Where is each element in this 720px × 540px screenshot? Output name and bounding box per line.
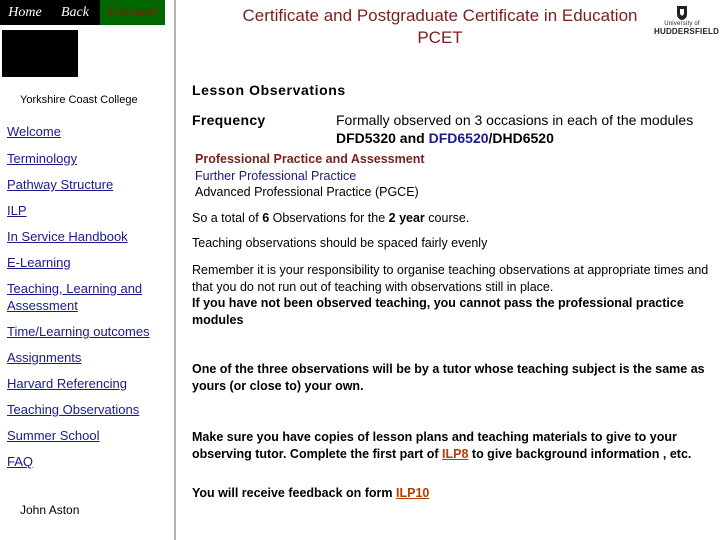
title-line-1: Certificate and Postgraduate Certificate in Education: [242, 6, 638, 25]
total-years: 2 year: [388, 211, 425, 225]
module-code-dhd6520: DHD6520: [492, 130, 554, 146]
module-separator: /: [488, 130, 493, 146]
sidebar-link-welcome[interactable]: Welcome: [7, 124, 61, 139]
section-heading: Lesson Observations: [192, 82, 346, 98]
crest-icon: [674, 5, 690, 21]
feedback-note: [192, 486, 712, 500]
logo-line-1: University of: [664, 21, 700, 27]
sidebar-link-assignments[interactable]: Assignments: [7, 350, 82, 365]
copies-note: [192, 429, 712, 462]
total-pre: So a total of: [192, 211, 263, 225]
frequency-text: [336, 111, 696, 147]
sidebar-link-faq[interactable]: FAQ: [7, 454, 34, 469]
module-code-dfd5320: DFD5320: [336, 130, 396, 146]
sidebar-link-summer-school[interactable]: Summer School: [7, 428, 100, 443]
top-nav: [0, 0, 165, 25]
sidebar-link-terminology[interactable]: Terminology: [7, 151, 78, 166]
spacing-note: Teaching observations should be spaced fairly evenly: [192, 236, 488, 250]
university-logo: [654, 5, 720, 43]
module-code-dfd6520: DFD6520: [428, 130, 489, 146]
vertical-divider: [174, 0, 176, 540]
logo-text: [654, 21, 720, 36]
sidebar-link-e-learning[interactable]: E-Learning: [7, 255, 71, 270]
forward-button[interactable]: Forward: [100, 0, 165, 25]
sidebar-link-teaching-learning-assessment[interactable]: Teaching, Learning and Assessment: [7, 281, 143, 313]
ilp10-link[interactable]: ILP10: [396, 486, 430, 500]
black-placeholder-box: [2, 30, 78, 77]
responsibility-note: [192, 262, 712, 328]
sidebar-link-teaching-observations[interactable]: Teaching Observations: [7, 402, 140, 417]
total-mid: Observations for the: [269, 211, 389, 225]
module-professional-practice: Professional Practice and Assessment: [195, 152, 425, 166]
sidebar-link-pathway-structure[interactable]: Pathway Structure: [7, 177, 114, 192]
responsibility-text: Remember it is your responsibility to organise teaching observations at appropriate times and that you do not run out of teaching with observations still in place.: [192, 263, 709, 294]
back-button[interactable]: Back: [50, 0, 100, 25]
total-count: 6: [262, 211, 270, 225]
sidebar-link-ilp[interactable]: ILP: [7, 203, 27, 218]
sidebar-link-in-service-handbook[interactable]: In Service Handbook: [7, 229, 128, 244]
copies-text-pre: Make sure you have copies of lesson plans and teaching materials to give to your observing tutor. Complete the first part of: [192, 430, 677, 461]
page-title: [210, 5, 670, 49]
observation-total: [192, 211, 469, 225]
module-further-professional-practice: Further Professional Practice: [195, 168, 357, 183]
frequency-and: and: [395, 130, 429, 146]
author-name: John Aston: [20, 503, 80, 517]
copies-text-post: to give background information , etc.: [468, 446, 692, 461]
frequency-label: Frequency: [192, 112, 266, 128]
feedback-text: You will receive feedback on form: [192, 486, 396, 500]
home-button[interactable]: Home: [0, 0, 50, 25]
sidebar-link-harvard-referencing[interactable]: Harvard Referencing: [7, 376, 127, 391]
module-list: [195, 151, 425, 201]
tutor-note: One of the three observations will be by a tutor whose teaching subject is the same as yours (or close to) your own.: [192, 362, 705, 393]
college-name: Yorkshire Coast College: [20, 94, 138, 106]
frequency-text-body: Formally observed on 3 occasions in each of the modules: [336, 112, 694, 128]
module-advanced-professional-practice: Advanced Professional Practice (PGCE): [195, 185, 419, 199]
total-post: course.: [424, 211, 470, 225]
sidebar-link-time-learning-outcomes[interactable]: Time/Learning outcomes: [7, 324, 150, 339]
ilp8-link[interactable]: ILP8: [442, 446, 469, 461]
title-line-2: PCET: [417, 28, 463, 47]
logo-line-2: HUDDERSFIELD: [654, 27, 720, 36]
responsibility-warning: If you have not been observed teaching, you cannot pass the professional practice modules: [192, 296, 684, 327]
